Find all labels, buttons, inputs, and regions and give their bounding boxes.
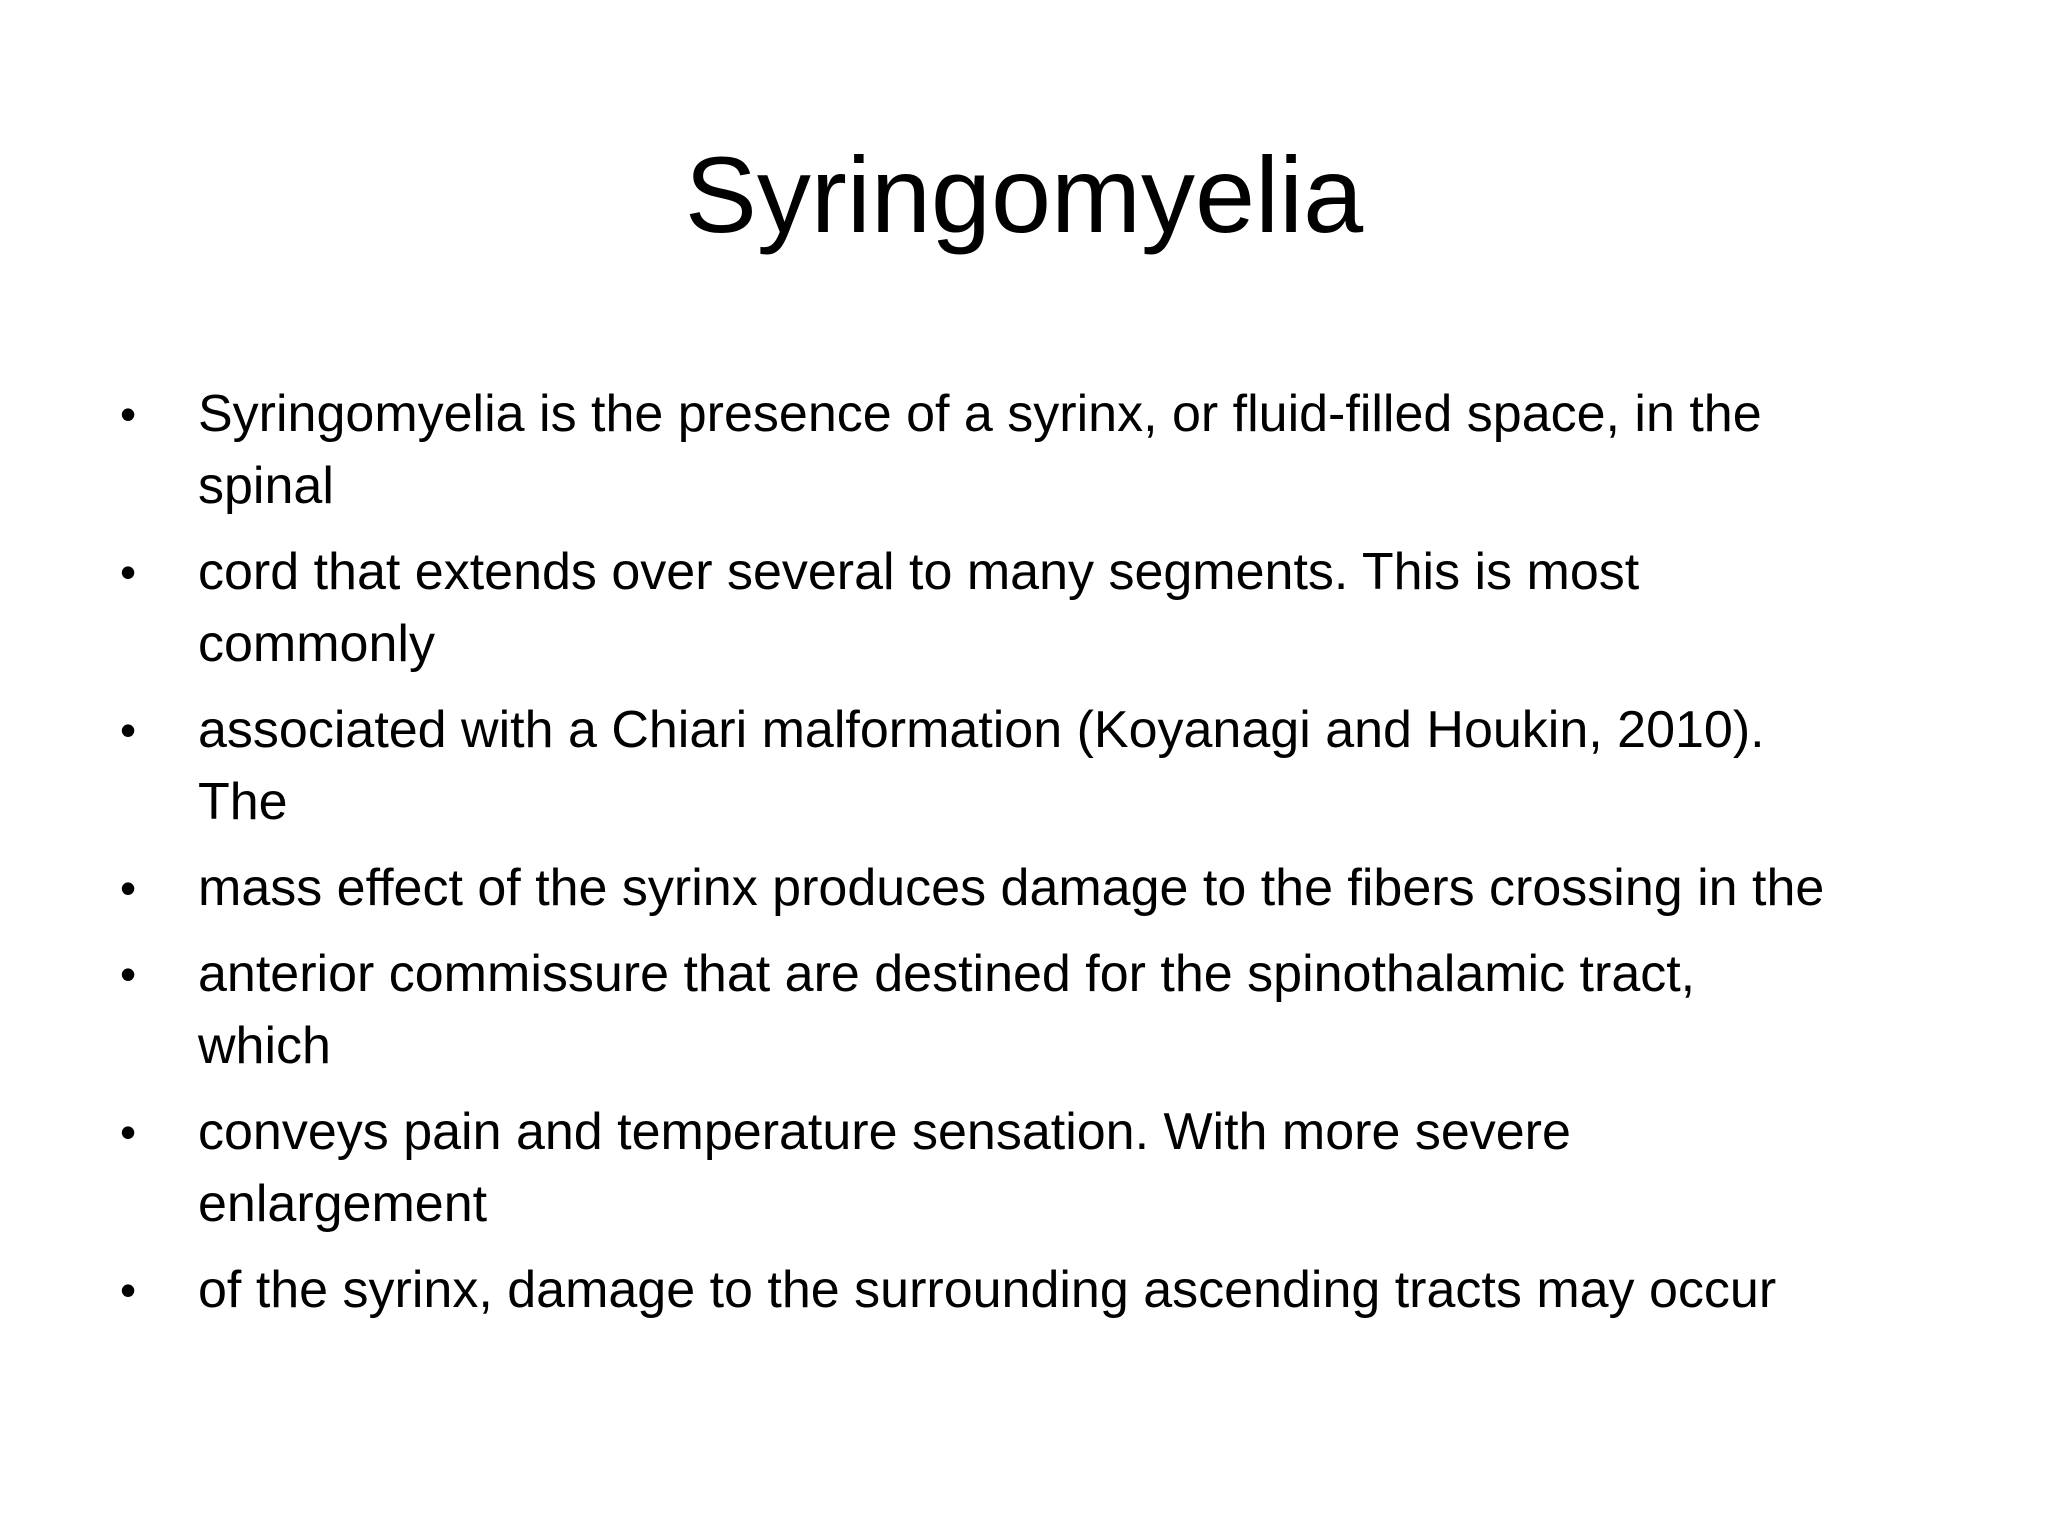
bullet-icon: • [120,862,137,914]
bullet-text: conveys pain and temperature sensation. With more severe enlargement [198,1103,1571,1233]
bullet-list [120,378,1950,1340]
bullet-text: cord that extends over several to many segments. This is most commonly [198,543,1640,673]
bullet-text: mass effect of the syrinx produces damage to the fibers crossing in the [198,859,1825,917]
slide-title: Syringomyelia [684,134,1364,255]
bullet-icon: • [120,704,137,756]
bullet-icon: • [120,388,137,440]
bullet-text: anterior commissure that are destined for the spinothalamic tract, which [198,945,1696,1075]
list-item [120,694,1950,838]
list-item [120,378,1950,522]
list-item [120,852,1950,924]
bullet-icon: • [120,948,137,1000]
list-item [120,1254,1950,1326]
bullet-text: of the syrinx, damage to the surrounding ascending tracts may occur [198,1261,1777,1319]
bullet-icon: • [120,1106,137,1158]
bullet-text: associated with a Chiari malformation (Koyanagi and Houkin, 2010). The [198,701,1765,831]
bullet-text: Syringomyelia is the presence of a syrinx, or fluid-filled space, in the spinal [198,385,1762,515]
list-item [120,536,1950,680]
bullet-icon: • [120,1264,137,1316]
bullet-icon: • [120,546,137,598]
list-item [120,1096,1950,1240]
list-item [120,938,1950,1082]
